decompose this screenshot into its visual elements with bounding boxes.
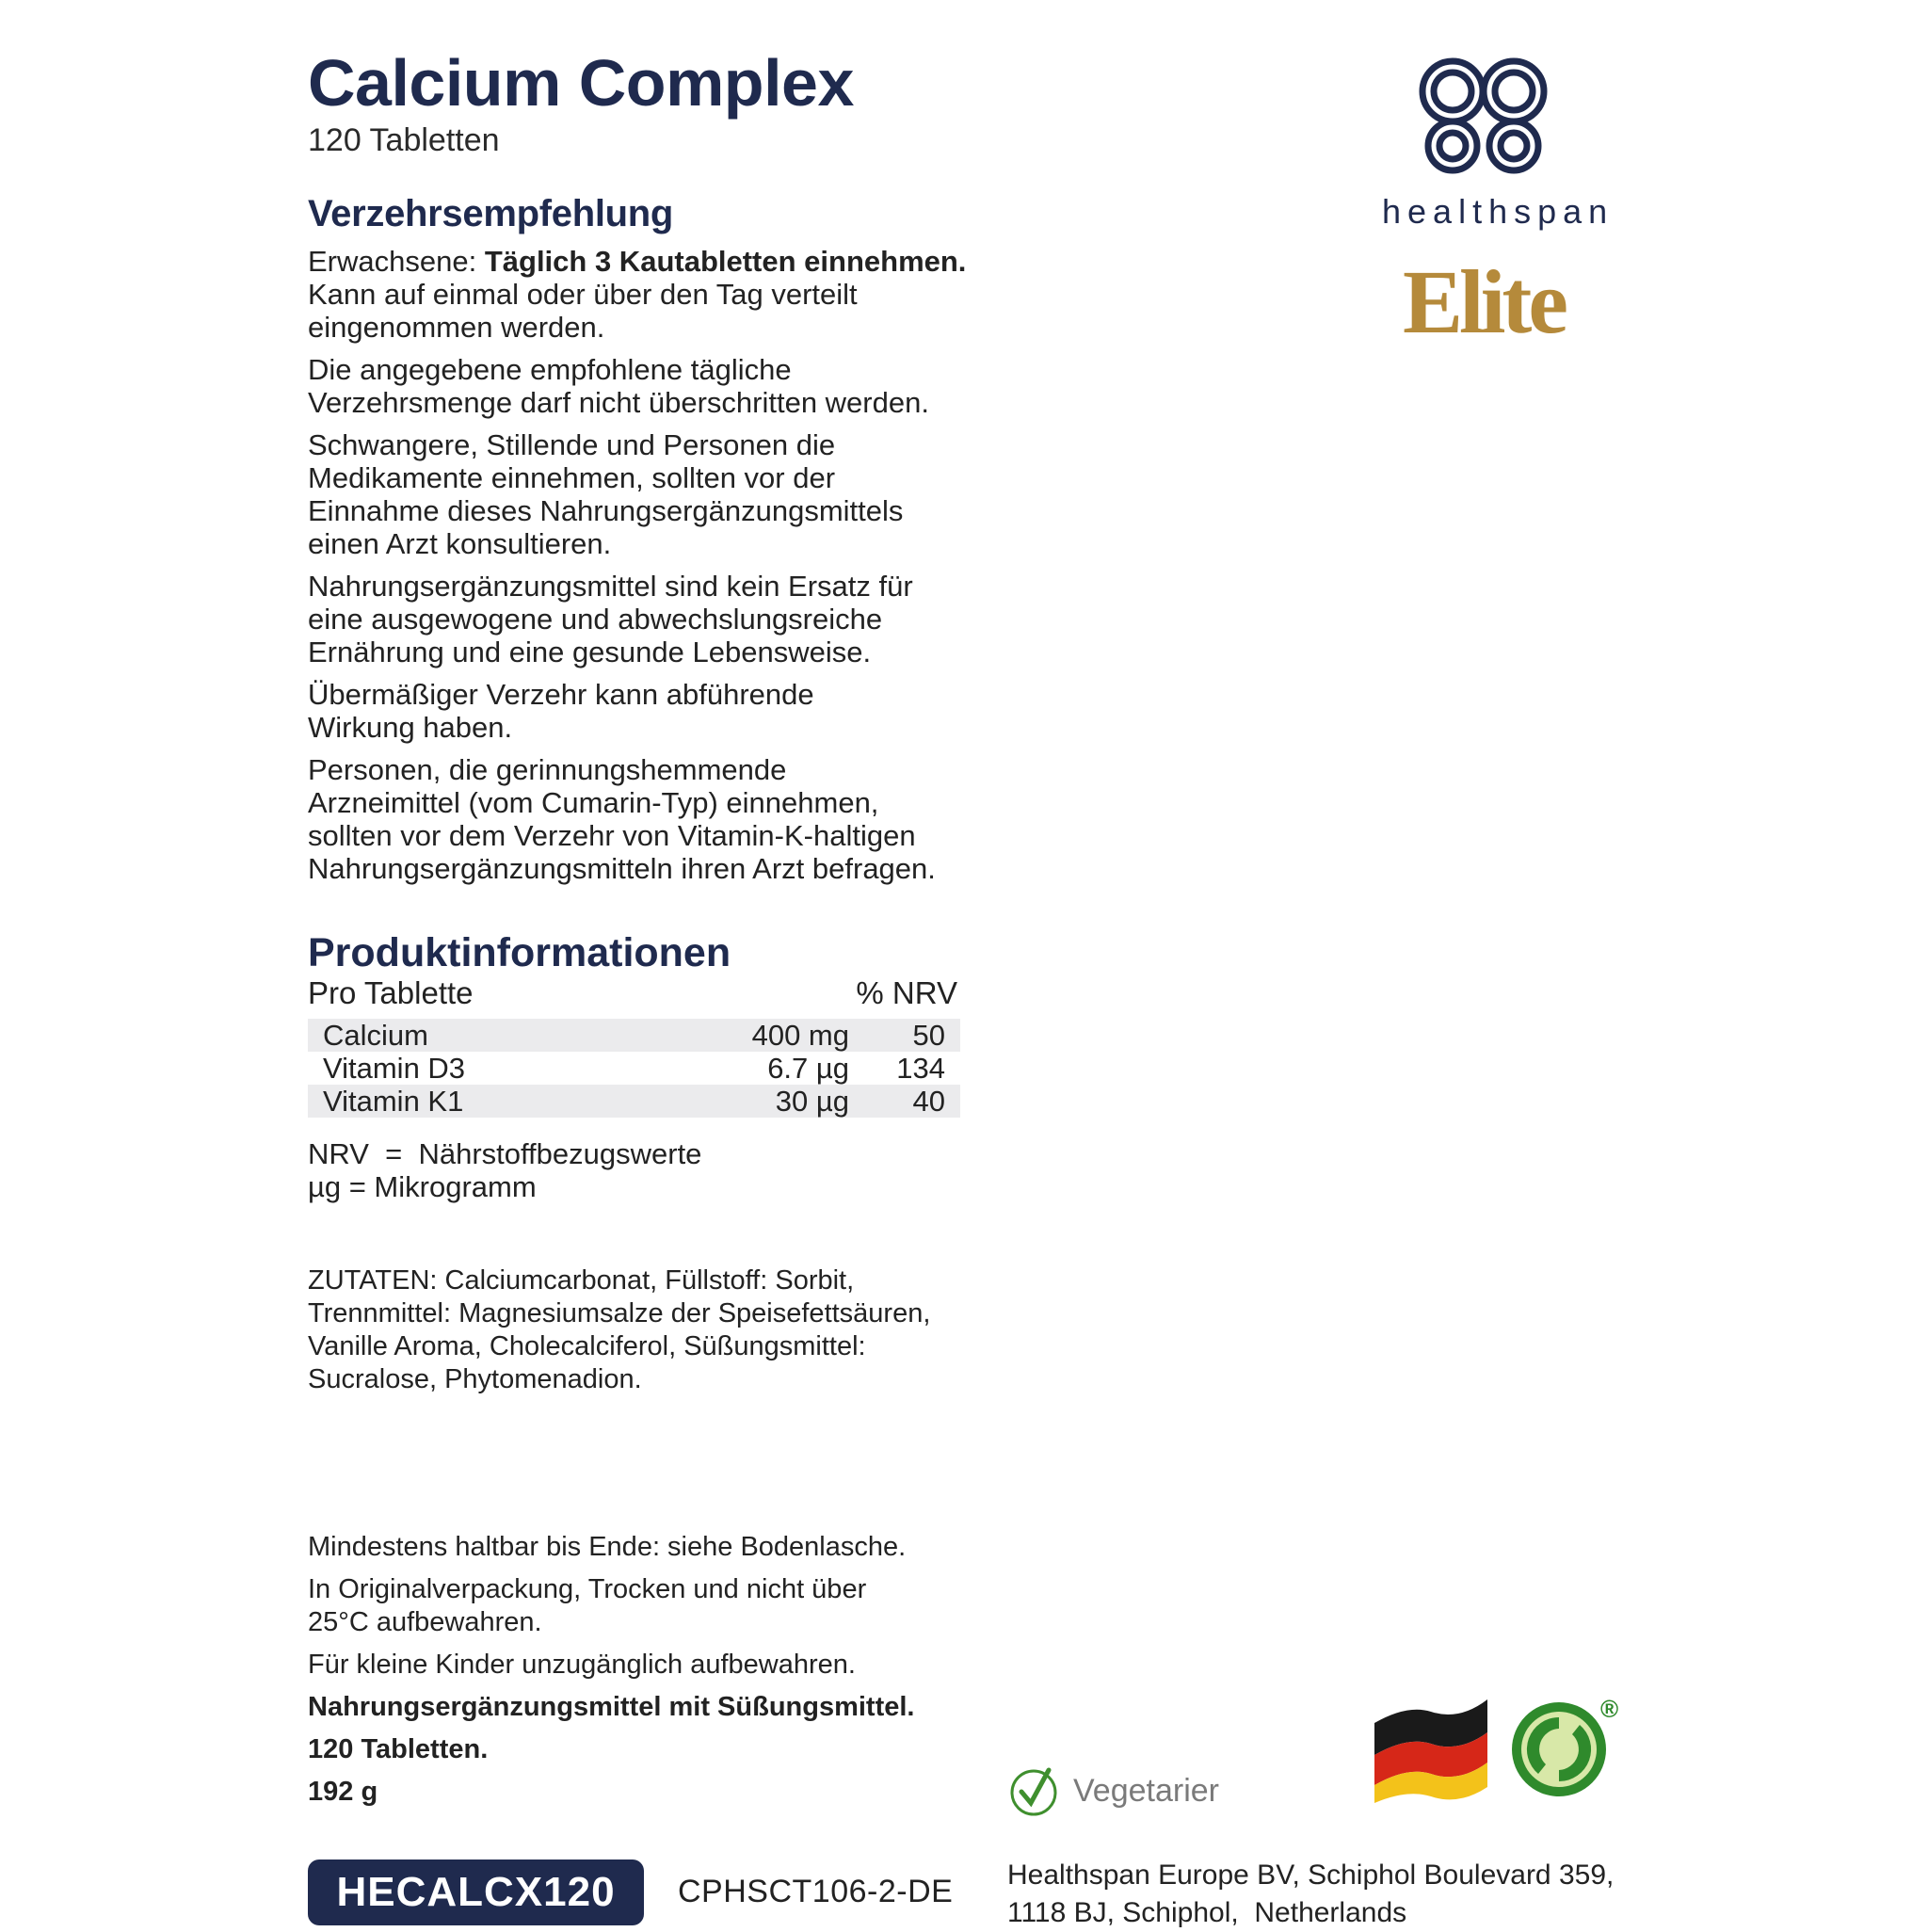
nutrient-name: Vitamin K1 [323,1085,464,1118]
para-1-line-2: Kann auf einmal oder über den Tag verteilt [308,278,858,311]
recommendation-para-2 [308,353,986,419]
product-info-heading: Produktinformationen [308,930,731,975]
net-weight: 192 g [308,1777,378,1807]
para-3-line-2: Medikamente einnehmen, sollten vor der [308,461,836,494]
storage-line-1: In Originalverpackung, Trocken und nicht über [308,1574,867,1604]
table-row [308,1052,960,1085]
para-1-bold: Täglich 3 Kautabletten einnehmen. [484,245,967,278]
para-2-line-1: Die angegebene empfohlene tägliche [308,353,792,386]
nutrient-amount: 6.7 µg [767,1052,849,1085]
brand-name: healthspan [1382,192,1615,231]
nutrition-legend [308,1137,701,1203]
elite-logo: Elite [1403,251,1565,352]
recommendation-para-1 [308,245,986,344]
knot-logo-icon [1382,52,1608,174]
address-line-2: 1118 BJ, Schiphol, Netherlands [1007,1897,1407,1928]
company-address [1007,1857,1614,1932]
recommendation-heading: Verzehrsempfehlung [308,193,674,234]
para-1-prefix: Erwachsene: [308,245,485,278]
nutrient-nrv: 134 [896,1052,945,1085]
child-warning: Für kleine Kinder unzugänglich aufbewahren. [308,1650,856,1680]
nutrient-name: Vitamin D3 [323,1052,466,1085]
para-4-line-1: Nahrungsergänzungsmittel sind kein Ersatz für [308,570,913,603]
para-6-line-4: Nahrungsergänzungsmitteln ihren Arzt befragen. [308,852,936,885]
healthspan-logo-mark [1382,52,1608,179]
ingredients-line-4: Sucralose, Phytomenadion. [308,1364,642,1394]
para-6-line-3: sollten vor dem Verzehr von Vitamin-K-haltigen [308,819,916,852]
para-5-line-1: Übermäßiger Verzehr kann abführende [308,678,814,711]
tablet-count: 120 Tabletten. [308,1734,489,1764]
para-4-line-3: Ernährung und eine gesunde Lebensweise. [308,636,872,668]
para-2-line-2: Verzehrsmenge darf nicht überschritten werden. [308,386,929,419]
legend-microgram: µg = Mikrogramm [308,1170,537,1203]
nutrient-nrv: 50 [912,1019,945,1052]
recommendation-section [308,193,986,894]
ingredients-line-3: Vanille Aroma, Cholecalciferol, Süßungsmittel: [308,1331,866,1361]
nutrient-amount: 400 mg [751,1019,849,1052]
vegetarian-label: Vegetarier [1073,1772,1219,1809]
table-row [308,1085,960,1118]
table-row [308,1019,960,1052]
para-6-line-1: Personen, die gerinnungshemmende [308,753,787,786]
para-6-line-2: Arzneimittel (vom Cumarin-Typ) einnehmen, [308,786,879,819]
recommendation-para-6 [308,753,986,885]
product-subtitle: 120 Tabletten [308,122,500,158]
recommendation-para-5 [308,678,986,744]
recommendation-para-3 [308,428,986,560]
nutrient-name: Calcium [323,1019,428,1052]
para-3-line-4: einen Arzt konsultieren. [308,527,612,560]
recommendation-para-4 [308,570,986,668]
para-5-line-2: Wirkung haben. [308,711,513,744]
column-per-tablet: Pro Tablette [308,975,474,1010]
nutrient-nrv: 40 [912,1085,945,1118]
para-3-line-3: Einnahme dieses Nahrungsergänzungsmittels [308,494,904,527]
product-title: Calcium Complex [308,46,854,120]
storage-line-2: 25°C aufbewahren. [308,1607,542,1637]
vegetarian-badge [1007,1763,1219,1819]
supplement-notice: Nahrungsergänzungsmittel mit Süßungsmittel. [308,1692,915,1722]
ingredients-line-2: Trennmittel: Magnesiumsalze der Speisefettsäuren, [308,1298,931,1328]
ingredients-line-1: ZUTATEN: Calciumcarbonat, Füllstoff: Sorbit, [308,1265,855,1296]
nutrient-amount: 30 µg [775,1085,849,1118]
reference-code: CPHSCT106-2-DE [678,1874,954,1909]
storage-info [308,1531,986,1818]
german-flag-icon [1370,1695,1492,1803]
registered-mark: ® [1600,1695,1619,1723]
para-4-line-2: eine ausgewogene und abwechslungsreiche [308,603,883,636]
product-code-badge: HECALCX120 [308,1860,644,1925]
para-3-line-1: Schwangere, Stillende und Personen die [308,428,836,461]
nutrition-table [308,1019,960,1118]
storage-conditions [308,1573,986,1639]
legend-nrv: NRV = Nährstoffbezugswerte [308,1137,702,1170]
check-circle-icon [1007,1764,1060,1817]
best-before: Mindestens haltbar bis Ende: siehe Bodenlasche. [308,1532,907,1562]
ingredients-list [308,1264,986,1396]
address-line-1: Healthspan Europe BV, Schiphol Boulevard 359, [1007,1860,1615,1891]
para-1-line-3: eingenommen werden. [308,311,605,344]
column-nrv: % NRV [856,975,957,1010]
